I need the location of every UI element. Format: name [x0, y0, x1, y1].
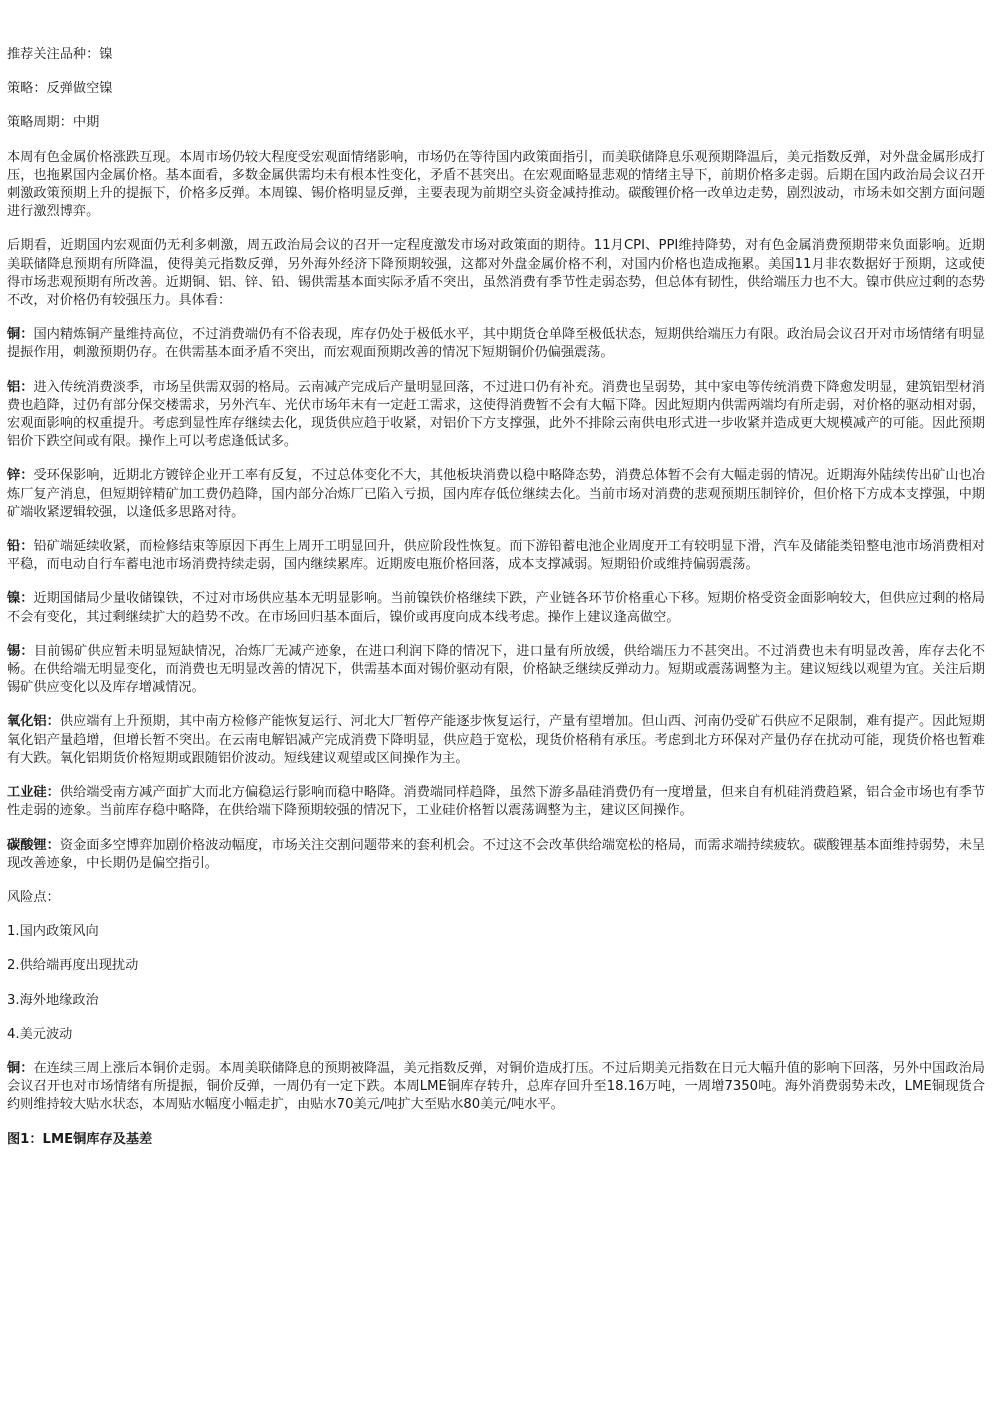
metal-paragraph-industrial-silicon — [7, 784, 985, 820]
risk-title: 风险点： — [7, 889, 60, 905]
period-line: 策略周期：中期 — [7, 115, 100, 131]
metal-text: 受环保影响，近期北方镀锌企业开工率有反复，不过总体变化不大，其他板块消费以稳中略降态势，消费总体暂不会有大幅走弱的情况。近期海外陆续传出矿山也冶炼厂复产消息，但短期锌精矿加工费仍趋降，国内部分冶炼厂已陷入亏损，国内库存低位继续去化。当前市场对消费的悲观预期压制锌价，但价格下方成本支撑强，中期矿端收紧逻辑较强，以逢低多思路对待。 — [7, 468, 985, 520]
metal-text: 近期国储局少量收储镍铁，不过对市场供应基本无明显影响。当前镍铁价格继续下跌，产业链各环节价格重心下移。短期价格受资金面影响较大，但供应过剩的格局不会有变化，其过剩继续扩大的趋势不改。在市场回归基本面后，镍价或再度向成本线考虑。操作上建议逢高做空。 — [7, 591, 985, 625]
metal-text: 进入传统消费淡季，市场呈供需双弱的格局。云南减产完成后产量明显回落，不过进口仍有补充。消费也呈弱势，其中家电等传统消费下降愈发明显，建筑铝型材消费也趋降，过仍有部分保交楼需求，另外汽车、光伏市场年末有一定赶工需求，这使得消费暂不会有大幅下降。因此短期内供需两端均有所走弱，对价格的驱动相对弱，宏观面影响的权重提升。考虑到显性库存继续去化，现货供应趋于收紧，对铝价下方支撑强，此外不排除云南供电形式进一步收紧并造成更大规模减产的可能。因此预期铝价下跌空间或有限。操作上可以考虑逢低试多。 — [7, 379, 985, 450]
metal-paragraph-copper — [7, 326, 985, 362]
metal-name: 铜： — [7, 1060, 34, 1076]
metal-name: 锌： — [7, 468, 34, 484]
metal-name: 氧化铝： — [7, 714, 60, 730]
figure-title: 图1：LME铜库存及基差 — [7, 1131, 153, 1147]
metal-paragraph-nickel — [7, 590, 985, 626]
risk-item: 2.供给端再度出现扰动 — [7, 958, 139, 974]
metal-paragraph-alumina — [7, 713, 985, 768]
metal-name: 铅： — [7, 539, 34, 555]
metal-name: 工业硅： — [7, 785, 60, 801]
metal-text: 铅矿端延续收紧，而检修结束等原因下再生上周开工明显回升，供应阶段性恢复。而下游铅蓄电池企业周度开工有较明显下滑，汽车及储能类铅整电池市场消费相对平稳，而电动自行车蓄电池市场消费持续走弱，国内继续累库。近期废电瓶价格回落，成本支撑减弱。短期铅价或维持偏弱震荡。 — [7, 539, 985, 573]
metal-paragraph-tin — [7, 643, 985, 698]
outlook-paragraph: 后期看，近期国内宏观面仍无利多刺激，周五政治局会议的召开一定程度激发市场对政策面的期待。11月CPI、PPI维持降势，对有色金属消费预期带来负面影响。近期美联储降息预期有所降温，使得美元指数反弹，另外海外经济下降预期较强，这都对外盘金属价格不利，对国内价格也造成拖累。美国11月非农数据好于预期，这或使得市场悲观预期有所改善。近期铜、铝、锌、铅、锡供需基本面实际矛盾不突出，虽然消费有季节性走弱态势，但总体有韧性，供给端压力也不大。镍市供应过剩的态势不改，对价格仍有较强压力。具体看： — [7, 238, 985, 309]
metal-name: 碳酸锂： — [7, 837, 60, 853]
focus-line: 推荐关注品种：镍 — [7, 47, 113, 62]
risk-item: 4.美元波动 — [7, 1026, 73, 1042]
metal-text: 供给端受南方减产面扩大而北方偏稳运行影响而稳中略降。消费端同样趋降，虽然下游多晶硅消费仍有一度增量，但来自有机硅消费趋紧，铝合金市场也有季节性走弱的迹象。当前库存稳中略降，在供给端下降预期较强的情况下，工业硅价格暂以震荡调整为主，建议区间操作。 — [7, 785, 986, 819]
metal-paragraph-lithium-carbonate — [7, 837, 985, 873]
strategy-line: 策略：反弹做空镍 — [7, 81, 113, 97]
metal-name: 镍： — [7, 591, 34, 607]
risk-item: 1.国内政策风向 — [7, 924, 99, 940]
metal-text: 国内精炼铜产量维持高位，不过消费端仍有不俗表现，库存仍处于极低水平，其中期货仓单降至极低状态，短期供给端压力有限。政治局会议召开对市场情绪有明显提振作用，刺激预期仍存。在供需基本面矛盾不突出，而宏观面预期改善的情况下短期铜价仍偏强震荡。 — [7, 327, 985, 361]
risk-item: 3.海外地缘政治 — [7, 992, 99, 1008]
metal-text: 资金面多空博弈加剧价格波动幅度，市场关注交割问题带来的套利机会。不过这不会改革供给端宽松的格局，而需求端持续疲软。碳酸锂基本面维持弱势，未呈现改善迹象，中长期仍是偏空指引。 — [7, 837, 986, 871]
metal-name: 锡： — [7, 643, 34, 659]
copper-weekly-paragraph — [7, 1060, 985, 1115]
metal-paragraph-zinc — [7, 467, 985, 522]
intro-paragraph: 本周有色金属价格涨跌互现。本周市场仍较大程度受宏观面情绪影响，市场仍在等待国内政策面指引，而美联储降息乐观预期降温后，美元指数反弹，对外盘金属形成打压，也拖累国内金属价格。基本面看，多数金属供需均未有根本性变化，矛盾不甚突出。在宏观面略显悲观的情绪主导下，前期价格多走弱。后期在国内政治局会议召开刺激政策预期上升的提振下，价格多反弹。本周镍、锡价格明显反弹，主要表现为前期空头资金减持推动。碳酸锂价格一改单边走势，剧烈波动，市场未如交割方面问题进行激烈博弈。 — [7, 149, 985, 220]
metal-name: 铜： — [7, 327, 34, 343]
metal-paragraph-aluminum — [7, 379, 985, 452]
metal-text: 供应端有上升预期，其中南方检修产能恢复运行、河北大厂暂停产能逐步恢复运行，产量有望增加。但山西、河南仍受矿石供应不足限制，难有提产。因此短期氧化铝产量趋增，但增长暂不突出。在云南电解铝减产完成消费下降明显，供应趋于宽松，现货价格稍有承压。考虑到北方环保对产量仍存在扰动可能，现货价格也暂难有大跌。氧化铝期货价格短期或跟随铝价波动。短线建议观望或区间操作为主。 — [7, 714, 986, 766]
metal-text: 在连续三周上涨后本铜价走弱。本周美联储降息的预期被降温，美元指数反弹，对铜价造成打压。不过后期美元指数在日元大幅升值的影响下回落，另外中国政治局会议召开也对市场情绪有所提振，铜价反弹，一周仍有一定下跌。本周LME铜库存转升，总库存回升至18.16万吨，一周增7350吨。海外消费弱势未改，LME铜现货合约则维持较大贴水状态，本周贴水幅度小幅走扩，由贴水70美元/吨扩大至贴水80美元/吨水平。 — [7, 1060, 985, 1113]
metal-paragraph-lead — [7, 538, 985, 574]
metal-name: 铝： — [7, 379, 34, 395]
metal-text: 目前锡矿供应暂未明显短缺情况，冶炼厂无减产迹象，在进口利润下降的情况下，进口量有所放缓，供给端压力不甚突出。不过消费也未有明显改善，库存去化不畅。在供给端无明显变化，而消费也无明显改善的情况下，供需基本面对锡价驱动有限，价格缺乏继续反弹动力。短期或震荡调整为主。建议短线以观望为宜。关注后期锡矿供应变化以及库存增减情况。 — [7, 643, 986, 696]
report-body — [7, 46, 985, 1165]
